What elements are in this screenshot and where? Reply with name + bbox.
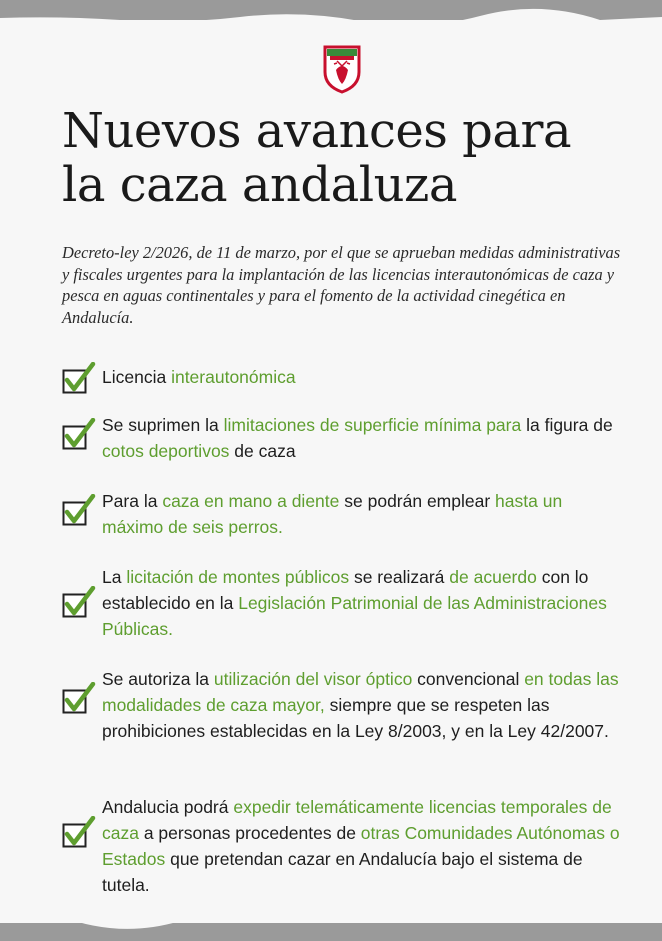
- decree-subtitle: Decreto-ley 2/2026, de 11 de marzo, por el que se aprueban medidas administrativas y fiscales urgentes para la implantación de las licencias interautonómicas de caza y pesca en aguas continentales y para el fomento de la actividad cinegética en Andalucía.: [62, 243, 621, 327]
- list-item-text: La licitación de montes públicos se realizará de acuerdo con lo establecido en la Legislación Patrimonial de las Administraciones Públicas.: [102, 567, 607, 639]
- list-item-text: Se suprimen la limitaciones de superficie mínima para la figura de cotos deportivos de caza: [102, 415, 613, 461]
- checkbox-checked-icon: [62, 494, 96, 528]
- title-line-2: la caza andaluza: [62, 157, 457, 213]
- title-line-1: Nuevos avances para: [62, 103, 572, 159]
- list-item-text: Para la caza en mano a diente se podrán emplear hasta un máximo de seis perros.: [102, 491, 563, 537]
- checkbox-checked-icon: [62, 362, 96, 396]
- checkbox-checked-icon: [62, 586, 96, 620]
- list-item-text: Licencia interautonómica: [102, 367, 296, 387]
- checkbox-checked-icon: [62, 418, 96, 452]
- checkbox-checked-icon: [62, 816, 96, 850]
- list-item-text: Andalucia podrá expedir telemáticamente licencias temporales de caza a personas procedentes de otras Comunidades Autónomas o Estados que pretendan cazar en Andalucía bajo el sistema de tutela.: [102, 797, 620, 895]
- list-item-text: Se autoriza la utilización del visor óptico convencional en todas las modalidades de caza mayor, siempre que se respeten las prohibiciones establecidas en la Ley 8/2003, y en la Ley 42/2007.: [102, 669, 619, 741]
- checkbox-checked-icon: [62, 682, 96, 716]
